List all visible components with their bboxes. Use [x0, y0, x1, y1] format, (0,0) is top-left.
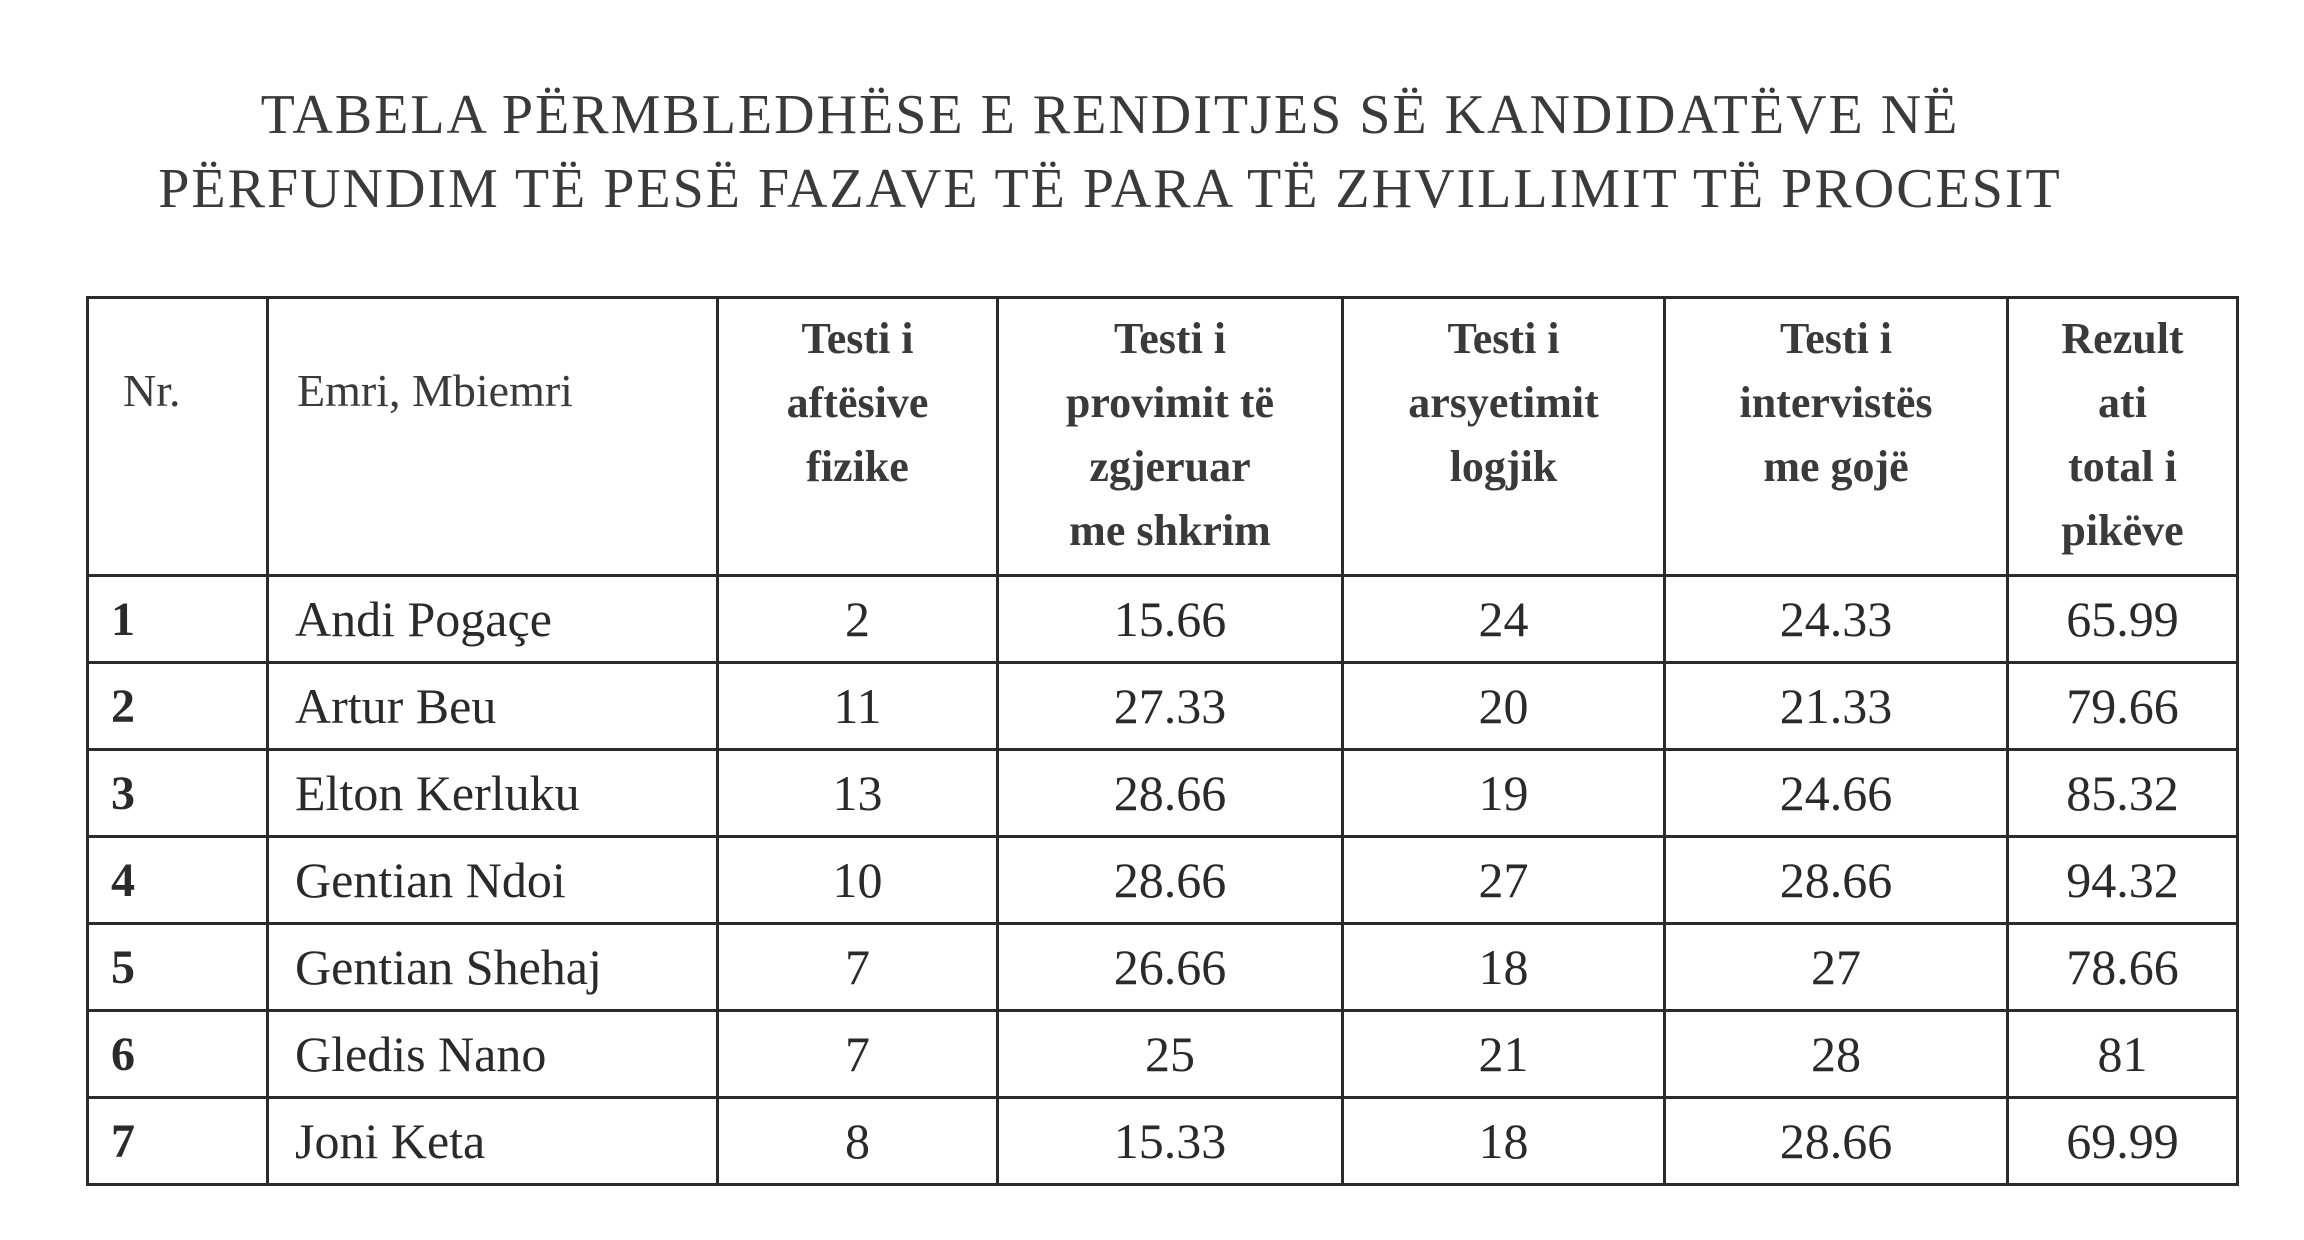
cell-interview: 28.66 [1665, 1098, 2008, 1185]
cell-physical: 7 [718, 1011, 998, 1098]
cell-written: 27.33 [998, 663, 1343, 750]
cell-physical: 13 [718, 750, 998, 837]
cell-written: 26.66 [998, 924, 1343, 1011]
header-logic-line: arsyetimit [1408, 378, 1599, 427]
cell-total: 85.32 [2008, 750, 2238, 837]
cell-total: 69.99 [2008, 1098, 2238, 1185]
cell-interview: 24.66 [1665, 750, 2008, 837]
header-interview-line: Testi i [1779, 314, 1893, 363]
cell-physical: 11 [718, 663, 998, 750]
cell-written: 28.66 [998, 837, 1343, 924]
cell-name: Gledis Nano [268, 1011, 718, 1098]
cell-physical: 2 [718, 576, 998, 663]
cell-nr: 6 [88, 1011, 268, 1098]
header-interview-line: intervistës [1739, 378, 1933, 427]
cell-nr: 3 [88, 750, 268, 837]
cell-logic: 24 [1343, 576, 1665, 663]
cell-nr: 7 [88, 1098, 268, 1185]
header-physical-line: fizike [806, 442, 909, 491]
title-line-2: PËRFUNDIM TË PESË FAZAVE TË PARA TË ZHVILLIMIT TË PROCESIT [158, 158, 2062, 220]
cell-logic: 20 [1343, 663, 1665, 750]
header-nr: Nr. [88, 298, 268, 576]
cell-physical: 10 [718, 837, 998, 924]
cell-interview: 27 [1665, 924, 2008, 1011]
document-title [0, 78, 2220, 226]
header-logic-line: logjik [1449, 442, 1558, 491]
cell-logic: 19 [1343, 750, 1665, 837]
header-logic [1343, 298, 1665, 576]
header-name: Emri, Mbiemri [268, 298, 718, 576]
header-written-line: provimit të [1065, 378, 1275, 427]
cell-logic: 27 [1343, 837, 1665, 924]
cell-written: 28.66 [998, 750, 1343, 837]
table-row [88, 1011, 2238, 1098]
header-total-line: pikëve [2061, 506, 2184, 555]
header-physical [718, 298, 998, 576]
cell-total: 65.99 [2008, 576, 2238, 663]
cell-interview: 28.66 [1665, 837, 2008, 924]
header-physical-line: Testi i [801, 314, 914, 363]
cell-name: Elton Kerluku [268, 750, 718, 837]
table-row [88, 1098, 2238, 1185]
cell-name: Gentian Ndoi [268, 837, 718, 924]
cell-logic: 21 [1343, 1011, 1665, 1098]
header-total [2008, 298, 2238, 576]
table-row [88, 924, 2238, 1011]
cell-logic: 18 [1343, 924, 1665, 1011]
cell-physical: 8 [718, 1098, 998, 1185]
cell-total: 94.32 [2008, 837, 2238, 924]
cell-name: Joni Keta [268, 1098, 718, 1185]
cell-total: 78.66 [2008, 924, 2238, 1011]
cell-name: Gentian Shehaj [268, 924, 718, 1011]
header-interview-line: me gojë [1763, 442, 1909, 491]
cell-written: 15.66 [998, 576, 1343, 663]
header-row [88, 298, 2238, 576]
cell-name: Andi Pogaçe [268, 576, 718, 663]
cell-nr: 4 [88, 837, 268, 924]
header-physical-line: aftësive [786, 378, 929, 427]
cell-total: 81 [2008, 1011, 2238, 1098]
title-line-1: TABELA PËRMBLEDHËSE E RENDITJES SË KANDIDATËVE NË [260, 84, 1960, 146]
table-row [88, 576, 2238, 663]
header-logic-line: Testi i [1447, 314, 1560, 363]
cell-nr: 2 [88, 663, 268, 750]
table-row [88, 750, 2238, 837]
cell-logic: 18 [1343, 1098, 1665, 1185]
cell-name: Artur Beu [268, 663, 718, 750]
table-row [88, 837, 2238, 924]
cell-written: 15.33 [998, 1098, 1343, 1185]
ranking-table [86, 296, 2239, 1186]
header-interview [1665, 298, 2008, 576]
cell-total: 79.66 [2008, 663, 2238, 750]
table-row [88, 663, 2238, 750]
cell-nr: 1 [88, 576, 268, 663]
header-total-line: Rezult [2061, 314, 2184, 363]
header-written-line: me shkrim [1069, 506, 1271, 555]
cell-written: 25 [998, 1011, 1343, 1098]
cell-interview: 24.33 [1665, 576, 2008, 663]
header-written-line: zgjeruar [1089, 442, 1251, 491]
cell-physical: 7 [718, 924, 998, 1011]
header-written-line: Testi i [1113, 314, 1227, 363]
header-written [998, 298, 1343, 576]
cell-interview: 28 [1665, 1011, 2008, 1098]
header-total-line: total i [2068, 442, 2177, 491]
cell-nr: 5 [88, 924, 268, 1011]
header-total-line: ati [2098, 378, 2147, 427]
cell-interview: 21.33 [1665, 663, 2008, 750]
